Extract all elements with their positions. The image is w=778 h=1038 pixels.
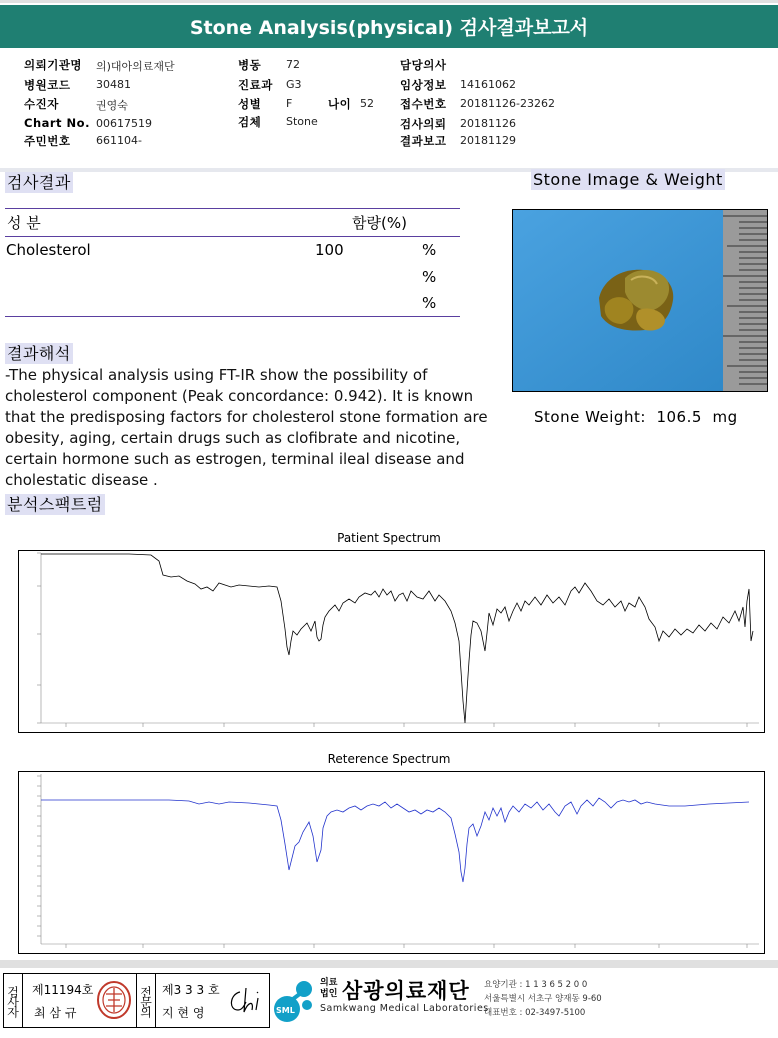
value-age: 52 [360,97,374,110]
value-patient: 권영숙 [96,99,128,112]
value-receipt-no: 20181126-23262 [460,97,555,110]
label-request-date: 검사의뢰 [400,117,447,131]
stone-weight-line [534,408,738,426]
logo-text: SML [276,1006,295,1015]
value-specimen: Stone [286,115,318,128]
label-doctor: 담당의사 [400,58,447,72]
label-age: 나이 [328,97,352,111]
result-unit-1: % [422,241,437,259]
col-component-header: 성 분 [7,214,41,232]
specialist-license-no: 제3 3 3 호 [162,983,220,997]
stone-weight-unit: mg [712,408,738,426]
org-name: 삼광의료재단 [342,979,470,1003]
label-patient: 수진자 [24,97,59,111]
org-type: 의료법인 [320,978,338,999]
top-strip [0,0,778,3]
stone-image [512,209,768,392]
patient-spectrum-chart [18,550,765,733]
label-ward: 병동 [238,58,262,72]
interpretation-text: -The physical analysis using FT-IR show the possibility of cholesterol component (Peak concordance: 0.942). It is known that the predisposing factors for cholesterol stone formation are obesity, aging, certain drugs such as clofibrate and nicotine, certain hormone such as estrogen, terminal ileal disease and cholestatic disease . [5,366,488,489]
org-address: 서울특별시 서초구 양재동 9-60 [484,994,602,1004]
value-request-date: 20181126 [460,117,516,130]
footer-strip [0,960,778,968]
patient-info-header [0,50,778,172]
value-sex: F [286,97,293,110]
result-unit-3: % [422,294,437,312]
results-section-title: 검사결과 [7,173,71,192]
org-name-en: Samkwang Medical Laboratories [320,1003,489,1014]
label-hospital-code: 병원코드 [24,78,71,92]
patient-spectrum-line [41,554,753,723]
specialist-label: 전문의 [136,974,156,1027]
examiner-seal [96,980,132,1020]
spectrum-section-title: 분석스팩트럼 [7,495,103,514]
reference-spectrum-svg [19,772,764,953]
col-amount-header: 함량(%) [352,214,407,232]
sml-logo [271,977,317,1023]
result-amount-1: 100 [315,241,344,259]
result-unit-2: % [422,268,437,286]
value-report-date: 20181129 [460,134,516,147]
interpretation-section-title: 결과해석 [7,344,71,363]
value-institution: 의)대아의료재단 [96,60,175,73]
label-receipt-no: 접수번호 [400,97,447,111]
value-department: G3 [286,78,302,91]
reference-spectrum-title: Reterence Spectrum [327,752,451,766]
value-hospital-code: 30481 [96,78,131,91]
signature-box [3,973,270,1028]
label-clinical-info: 임상정보 [400,78,447,92]
label-sex: 성별 [238,97,262,111]
table-header-rule [5,236,460,237]
reference-spectrum-chart [18,771,765,954]
value-chart-no: 00617519 [96,117,152,130]
examiner-name: 최 삼 규 [34,1006,77,1020]
reference-spectrum-line [41,798,749,882]
result-component-1: Cholesterol [6,241,91,259]
org-phone: 대표번호 : 02-3497-5100 [484,1008,586,1018]
specialist-signature [226,984,266,1018]
stone-weight-label: Stone Weight: [534,408,646,426]
value-clinical-info: 14161062 [460,78,516,91]
patient-spectrum-title: Patient Spectrum [337,531,441,545]
stone-weight-value: 106.5 [656,408,702,426]
label-resident-no: 주민번호 [24,134,71,148]
label-chart-no: Chart No. [24,116,90,130]
specialist-name: 지 현 영 [162,1006,205,1020]
value-resident-no: 661104- [96,134,142,147]
report-title: Stone Analysis(physical) 검사결과보고서 [0,5,778,48]
table-bottom-rule [5,316,460,317]
label-specimen: 검체 [238,115,262,129]
label-institution: 의뢰기관명 [24,58,83,72]
value-ward: 72 [286,58,300,71]
label-report-date: 결과보고 [400,134,447,148]
examiner-label: 검사자 [4,974,23,1027]
facility-code: 요양기관 : 1 1 3 6 5 2 0 0 [484,980,588,990]
examiner-license-no: 제11194호 [32,983,94,997]
table-top-rule [5,208,460,209]
patient-spectrum-svg [19,551,764,732]
stone-section-title: Stone Image & Weight [533,170,723,189]
label-department: 진료과 [238,78,273,92]
